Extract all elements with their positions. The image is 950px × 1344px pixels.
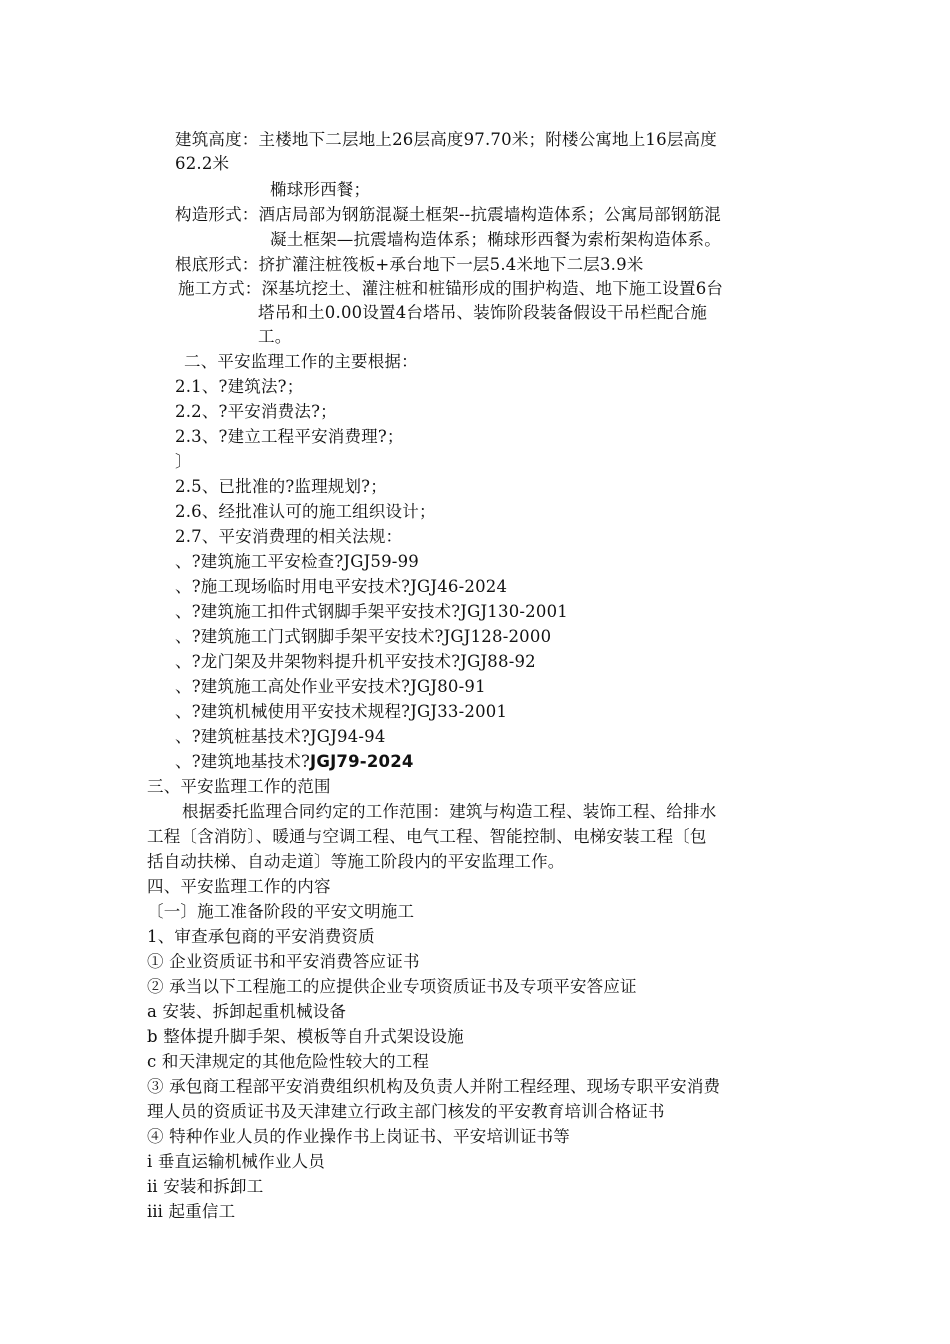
section2-item: 〕: [175, 452, 192, 471]
section4-sub1: 〔一〕施工准备阶段的平安文明施工: [147, 902, 415, 921]
section2-item: 2.3、?建立工程平安消费理?；: [175, 427, 404, 446]
regulation-item: 、?建筑机械使用平安技术规程?JGJ33-2001: [175, 702, 508, 721]
regulation-item: 、?施工现场临时用电平安技术?JGJ46-2024: [175, 577, 508, 596]
method-label: 施工方式：: [178, 279, 262, 298]
regulation-item-last: [175, 750, 414, 774]
requirement-item: ④ 特种作业人员的作业操作书上岗证书、平安培训证书等: [147, 1127, 570, 1146]
requirement-item: ③ 承包商工程部平安消费组织机构及负责人并附工程经理、现场专职平安消费: [147, 1077, 721, 1096]
section2-item: 2.5、已批准的?监理规划?；: [175, 477, 387, 496]
method-line: [178, 277, 723, 301]
structure-label: 构造形式：: [175, 205, 259, 224]
regulation-item: 、?建筑桩基技术?JGJ94-94: [175, 727, 386, 746]
structure-line: [175, 203, 721, 227]
regulation-item: 、?龙门架及井架物料提升机平安技术?JGJ88-92: [175, 652, 536, 671]
regulation-item: 、?建筑施工平安检查?JGJ59-99: [175, 552, 419, 571]
requirement-item: ① 企业资质证书和平安消费答应证书: [147, 952, 420, 971]
regulation-item: 、?建筑施工门式钢脚手架平安技术?JGJ128-2000: [175, 627, 552, 646]
section3-para-line: 根据委托监理合同约定的工作范围：建筑与构造工程、装饰工程、给排水: [182, 802, 717, 821]
height-label: 建筑高度：: [175, 130, 259, 149]
roman-item: ⅱ 安装和拆卸工: [147, 1177, 264, 1196]
regulation-code: JGJ79-2024: [310, 752, 414, 771]
method-value: 深基坑挖土、灌注桩和桩锚形成的围护构造、地下施工设置6台: [261, 279, 724, 298]
requirement-sub-item: a 安装、拆卸起重机械设备: [147, 1002, 347, 1021]
section3-para-line: 括自动扶梯、自动走道〕等施工阶段内的平安监理工作。: [147, 852, 565, 871]
section2-item: 2.1、?建筑法?；: [175, 377, 304, 396]
regulation-prefix: 、?建筑地基技术?: [175, 752, 310, 771]
regulation-item: 、?建筑施工扣件式钢脚手架平安技术?JGJ130-2001: [175, 602, 568, 621]
section4-item1: 1、审查承包商的平安消费资质: [147, 927, 375, 946]
section3-para-line: 工程〔含消防〕、暖通与空调工程、电气工程、智能控制、电梯安装工程〔包: [147, 827, 707, 846]
method-cont2: 工。: [258, 327, 292, 346]
section2-item: 2.2、?平安消费法?；: [175, 402, 337, 421]
structure-value: 酒店局部为钢筋混凝土框架--抗震墙构造体系；公寓局部钢筋混: [258, 205, 721, 224]
method-cont: 塔吊和土0.00设置4台塔吊、装饰阶段装备假设干吊栏配合施: [258, 303, 708, 322]
requirement-item: ② 承当以下工程施工的应提供企业专项资质证书及专项平安答应证: [147, 977, 637, 996]
requirement-sub-item: c 和天津规定的其他危险性较大的工程: [147, 1052, 430, 1071]
height-line: [175, 128, 717, 152]
section4-heading: 四、平安监理工作的内容: [147, 877, 331, 896]
section2-heading: 二、平安监理工作的主要根据：: [184, 352, 418, 371]
height-cont2: 椭球形西餐；: [270, 180, 371, 199]
height-cont: 62.2米: [175, 154, 230, 173]
roman-item: ⅲ 起重信工: [147, 1202, 236, 1221]
foundation-line: [175, 253, 644, 277]
structure-cont: 凝土框架—抗震墙构造体系；椭球形西餐为索桁架构造体系。: [270, 230, 721, 249]
foundation-value: 挤扩灌注桩筏板+承台地下一层5.4米地下二层3.9米: [258, 255, 644, 274]
height-value: 主楼地下二层地上26层高度97.70米；附楼公寓地上16层高度: [258, 130, 717, 149]
section2-item: 2.7、平安消费理的相关法规：: [175, 527, 403, 546]
foundation-label: 根底形式：: [175, 255, 259, 274]
regulation-item: 、?建筑施工高处作业平安技术?JGJ80-91: [175, 677, 486, 696]
section3-heading: 三、平安监理工作的范围: [147, 777, 331, 796]
section2-item: 2.6、经批准认可的施工组织设计；: [175, 502, 436, 521]
requirement-sub-item: b 整体提升脚手架、模板等自升式架设设施: [147, 1027, 464, 1046]
requirement-item-cont: 理人员的资质证书及天津建立行政主部门核发的平安教育培训合格证书: [147, 1102, 665, 1121]
roman-item: ⅰ 垂直运输机械作业人员: [147, 1152, 325, 1171]
